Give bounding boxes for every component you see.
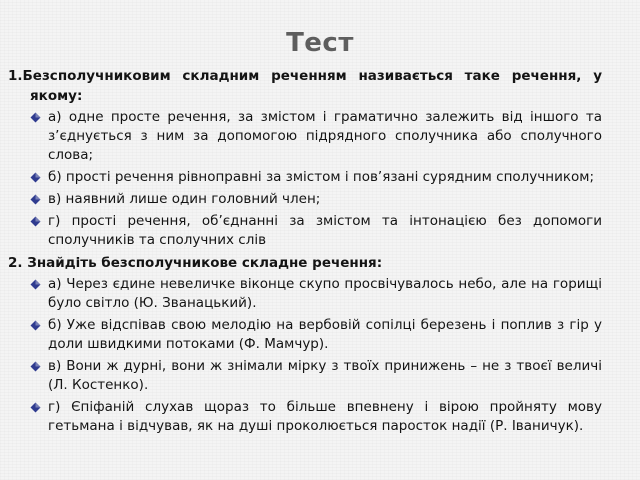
option-text: в) наявний лише один головний член; (48, 191, 321, 207)
option-text: а) Через єдине невеличке віконце скупо просвічувалось небо, але на горищі було світло (Ю. Званацький). (48, 276, 602, 311)
slide-content (8, 66, 602, 439)
diamond-bullet-icon (30, 279, 41, 290)
question-1 (8, 66, 602, 106)
option-text: б) прості речення рівноправні за змістом і пов’язані сурядним сполучником; (48, 169, 594, 185)
option-item (30, 398, 602, 436)
diamond-bullet-icon (30, 112, 41, 123)
option-text: б) Уже відспівав свою мелодію на вербовій сопілці березень і поплив з гір у доли швидкими потоками (Ф. Мамчур). (48, 317, 602, 352)
question-2 (8, 253, 602, 273)
option-text: г) прості речення, об’єднанні за змістом та інтонацією без допомоги сполучників та сполучних слів (48, 213, 602, 248)
question-text: 1.Безсполучниковим складним реченням називається таке речення, у якому: (8, 68, 602, 104)
diamond-bullet-icon (30, 216, 41, 227)
diamond-bullet-icon (30, 194, 41, 205)
diamond-bullet-icon (30, 320, 41, 331)
diamond-bullet-icon (30, 402, 41, 413)
option-item (30, 357, 602, 395)
option-item (30, 316, 602, 354)
question-2-options (8, 275, 602, 436)
option-item (30, 275, 602, 313)
option-text: а) одне просте речення, за змістом і граматично залежить від іншого та з’єднується з ним за допомогою підрядного сполучника або сполучного слова; (48, 109, 602, 163)
option-item (30, 108, 602, 165)
diamond-bullet-icon (30, 172, 41, 183)
option-text: г) Єпіфаній слухав щораз то більше впевнену і вірою пройняту мову гетьмана і відчував, як на душі проколюється паросток надії (Р. Іваничук). (48, 399, 602, 434)
option-text: в) Вони ж дурні, вони ж знімали мірку з твоїх принижень – не з твоєї величі (Л. Костенко). (48, 358, 602, 393)
question-1-options (8, 108, 602, 250)
option-item (30, 190, 602, 209)
question-text: 2. Знайдіть безсполучникове складне речення: (8, 255, 383, 271)
slide-title: Тест (286, 28, 354, 58)
option-item (30, 212, 602, 250)
diamond-bullet-icon (30, 361, 41, 372)
option-item (30, 168, 602, 187)
